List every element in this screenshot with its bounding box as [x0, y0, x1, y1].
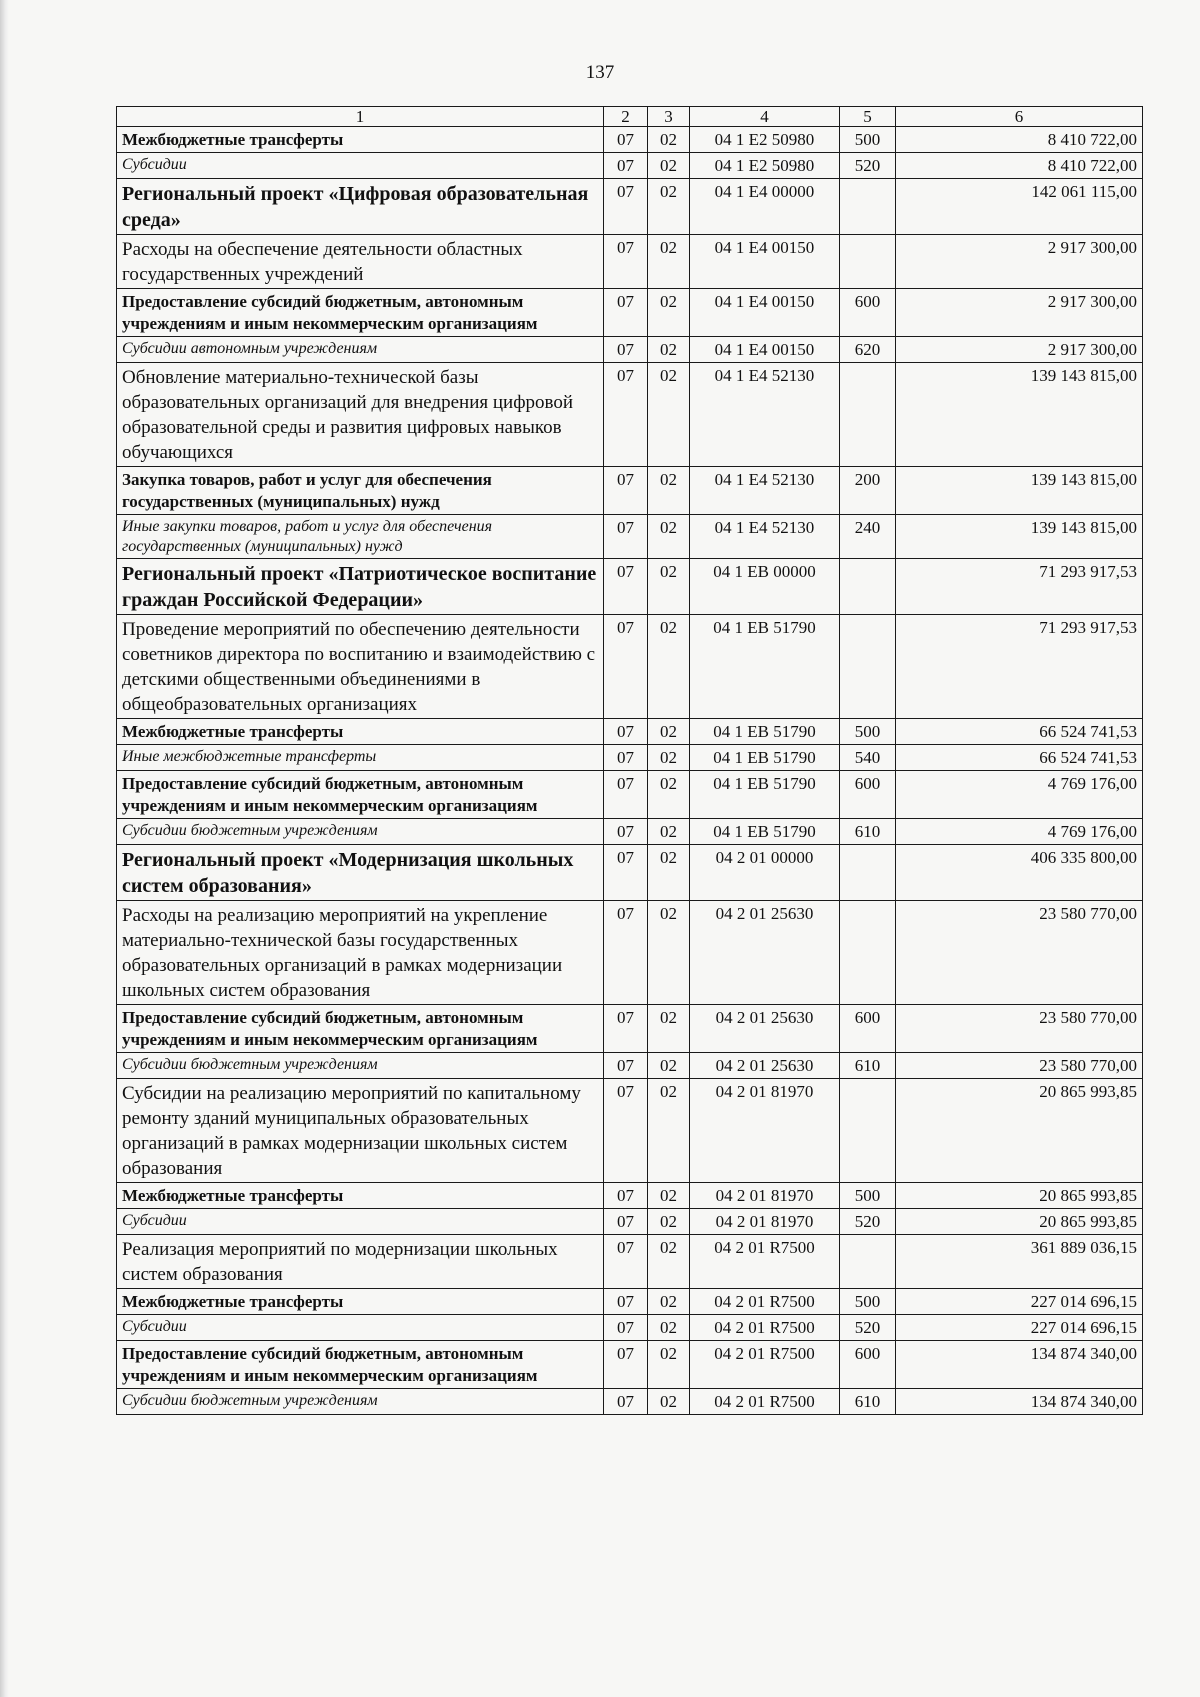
row-target-article-cell: 04 1 EB 51790 [690, 819, 840, 845]
row-expense-type-cell [840, 1079, 896, 1183]
page-number: 137 [585, 62, 615, 83]
row-amount-cell: 4 769 176,00 [896, 819, 1143, 845]
row-target-article-cell: 04 2 01 25630 [690, 1005, 840, 1053]
row-amount-cell: 134 874 340,00 [896, 1389, 1143, 1415]
row-name-cell: Иные закупки товаров, работ и услуг для обеспечения государственных (муниципальных) нужд [117, 515, 604, 559]
row-section-cell: 07 [604, 719, 648, 745]
row-name-cell: Расходы на реализацию мероприятий на укрепление материально-технической базы государственных образовательных организаций в рамках модернизации школьных систем образования [117, 901, 604, 1005]
row-section-cell: 07 [604, 179, 648, 235]
row-section-cell: 07 [604, 1341, 648, 1389]
row-name-cell: Субсидии бюджетным учреждениям [117, 1389, 604, 1415]
table-row [117, 179, 1143, 235]
table-header-row [117, 107, 1143, 127]
row-target-article-cell: 04 1 EB 51790 [690, 615, 840, 719]
row-expense-type-cell: 500 [840, 1289, 896, 1315]
row-section-cell: 07 [604, 845, 648, 901]
table-row [117, 363, 1143, 467]
row-expense-type-cell [840, 901, 896, 1005]
row-expense-type-cell: 540 [840, 745, 896, 771]
row-amount-cell: 139 143 815,00 [896, 515, 1143, 559]
row-target-article-cell: 04 1 EB 51790 [690, 771, 840, 819]
row-expense-type-cell [840, 559, 896, 615]
table-row [117, 1235, 1143, 1289]
row-amount-cell: 66 524 741,53 [896, 745, 1143, 771]
row-expense-type-cell: 520 [840, 1209, 896, 1235]
row-subsection-cell: 02 [648, 1289, 690, 1315]
table-row [117, 1389, 1143, 1415]
row-amount-cell: 71 293 917,53 [896, 615, 1143, 719]
row-name-cell: Предоставление субсидий бюджетным, автономным учреждениям и иным некоммерческим организациям [117, 1005, 604, 1053]
header-col-2: 2 [604, 107, 648, 127]
row-target-article-cell: 04 1 E2 50980 [690, 127, 840, 153]
table-row [117, 819, 1143, 845]
row-amount-cell: 20 865 993,85 [896, 1209, 1143, 1235]
row-subsection-cell: 02 [648, 615, 690, 719]
row-name-cell: Обновление материально-технической базы образовательных организаций для внедрения цифровой образовательной среды и развития цифровых навыков обучающихся [117, 363, 604, 467]
row-target-article-cell: 04 2 01 81970 [690, 1079, 840, 1183]
row-amount-cell: 20 865 993,85 [896, 1183, 1143, 1209]
row-section-cell: 07 [604, 745, 648, 771]
row-amount-cell: 66 524 741,53 [896, 719, 1143, 745]
row-target-article-cell: 04 2 01 81970 [690, 1209, 840, 1235]
row-expense-type-cell: 500 [840, 127, 896, 153]
table-row [117, 1053, 1143, 1079]
table-row [117, 127, 1143, 153]
row-section-cell: 07 [604, 1235, 648, 1289]
row-subsection-cell: 02 [648, 745, 690, 771]
row-amount-cell: 8 410 722,00 [896, 127, 1143, 153]
row-subsection-cell: 02 [648, 819, 690, 845]
row-section-cell: 07 [604, 1289, 648, 1315]
row-name-cell: Региональный проект «Патриотическое воспитание граждан Российской Федерации» [117, 559, 604, 615]
row-name-cell: Закупка товаров, работ и услуг для обеспечения государственных (муниципальных) нужд [117, 467, 604, 515]
row-section-cell: 07 [604, 127, 648, 153]
row-target-article-cell: 04 1 E4 52130 [690, 363, 840, 467]
row-section-cell: 07 [604, 559, 648, 615]
row-amount-cell: 23 580 770,00 [896, 901, 1143, 1005]
row-expense-type-cell: 500 [840, 1183, 896, 1209]
row-subsection-cell: 02 [648, 363, 690, 467]
row-expense-type-cell: 600 [840, 1341, 896, 1389]
row-name-cell: Иные межбюджетные трансферты [117, 745, 604, 771]
budget-table [116, 106, 1143, 1415]
row-section-cell: 07 [604, 153, 648, 179]
row-section-cell: 07 [604, 1315, 648, 1341]
table-row [117, 1209, 1143, 1235]
row-target-article-cell: 04 2 01 00000 [690, 845, 840, 901]
header-col-1: 1 [117, 107, 604, 127]
table-row [117, 515, 1143, 559]
row-expense-type-cell: 520 [840, 1315, 896, 1341]
row-subsection-cell: 02 [648, 1053, 690, 1079]
row-name-cell: Предоставление субсидий бюджетным, автономным учреждениям и иным некоммерческим организациям [117, 1341, 604, 1389]
row-section-cell: 07 [604, 819, 648, 845]
row-name-cell: Реализация мероприятий по модернизации школьных систем образования [117, 1235, 604, 1289]
table-body [117, 127, 1143, 1415]
row-amount-cell: 2 917 300,00 [896, 289, 1143, 337]
row-subsection-cell: 02 [648, 1079, 690, 1183]
table-row [117, 1079, 1143, 1183]
row-expense-type-cell: 600 [840, 289, 896, 337]
row-name-cell: Межбюджетные трансферты [117, 127, 604, 153]
row-expense-type-cell [840, 363, 896, 467]
row-subsection-cell: 02 [648, 1005, 690, 1053]
row-name-cell: Межбюджетные трансферты [117, 1183, 604, 1209]
row-subsection-cell: 02 [648, 515, 690, 559]
row-target-article-cell: 04 1 E4 00000 [690, 179, 840, 235]
table-row [117, 559, 1143, 615]
row-section-cell: 07 [604, 289, 648, 337]
row-expense-type-cell: 600 [840, 771, 896, 819]
table-row [117, 289, 1143, 337]
row-section-cell: 07 [604, 1079, 648, 1183]
row-expense-type-cell [840, 1235, 896, 1289]
header-col-5: 5 [840, 107, 896, 127]
row-section-cell: 07 [604, 515, 648, 559]
row-subsection-cell: 02 [648, 901, 690, 1005]
table-row [117, 1341, 1143, 1389]
table-row [117, 235, 1143, 289]
row-target-article-cell: 04 1 E2 50980 [690, 153, 840, 179]
row-name-cell: Межбюджетные трансферты [117, 1289, 604, 1315]
row-section-cell: 07 [604, 337, 648, 363]
table-row [117, 1289, 1143, 1315]
row-amount-cell: 71 293 917,53 [896, 559, 1143, 615]
row-subsection-cell: 02 [648, 127, 690, 153]
table-row [117, 1315, 1143, 1341]
row-target-article-cell: 04 2 01 R7500 [690, 1341, 840, 1389]
row-target-article-cell: 04 1 EB 51790 [690, 745, 840, 771]
row-name-cell: Субсидии автономным учреждениям [117, 337, 604, 363]
row-expense-type-cell [840, 845, 896, 901]
row-target-article-cell: 04 1 EB 51790 [690, 719, 840, 745]
table-row [117, 745, 1143, 771]
table-row [117, 845, 1143, 901]
row-subsection-cell: 02 [648, 179, 690, 235]
row-amount-cell: 406 335 800,00 [896, 845, 1143, 901]
row-expense-type-cell: 200 [840, 467, 896, 515]
row-target-article-cell: 04 1 E4 00150 [690, 235, 840, 289]
row-subsection-cell: 02 [648, 1315, 690, 1341]
row-amount-cell: 134 874 340,00 [896, 1341, 1143, 1389]
row-subsection-cell: 02 [648, 337, 690, 363]
table-row [117, 337, 1143, 363]
row-subsection-cell: 02 [648, 771, 690, 819]
row-subsection-cell: 02 [648, 1209, 690, 1235]
row-subsection-cell: 02 [648, 559, 690, 615]
row-expense-type-cell: 610 [840, 1053, 896, 1079]
row-name-cell: Субсидии на реализацию мероприятий по капитальному ремонту зданий муниципальных образовательных организаций в рамках модернизации школьных систем образования [117, 1079, 604, 1183]
row-amount-cell: 139 143 815,00 [896, 363, 1143, 467]
row-subsection-cell: 02 [648, 1235, 690, 1289]
row-expense-type-cell [840, 179, 896, 235]
row-name-cell: Расходы на обеспечение деятельности областных государственных учреждений [117, 235, 604, 289]
row-target-article-cell: 04 1 E4 52130 [690, 515, 840, 559]
row-target-article-cell: 04 2 01 25630 [690, 1053, 840, 1079]
row-expense-type-cell: 600 [840, 1005, 896, 1053]
row-target-article-cell: 04 2 01 25630 [690, 901, 840, 1005]
row-name-cell: Субсидии [117, 153, 604, 179]
row-section-cell: 07 [604, 1053, 648, 1079]
table-row [117, 153, 1143, 179]
row-section-cell: 07 [604, 901, 648, 1005]
row-expense-type-cell: 610 [840, 1389, 896, 1415]
row-section-cell: 07 [604, 235, 648, 289]
row-subsection-cell: 02 [648, 1183, 690, 1209]
row-expense-type-cell: 610 [840, 819, 896, 845]
table-row [117, 615, 1143, 719]
row-expense-type-cell: 520 [840, 153, 896, 179]
row-target-article-cell: 04 2 01 R7500 [690, 1235, 840, 1289]
row-amount-cell: 2 917 300,00 [896, 235, 1143, 289]
row-amount-cell: 23 580 770,00 [896, 1005, 1143, 1053]
row-section-cell: 07 [604, 1005, 648, 1053]
row-amount-cell: 20 865 993,85 [896, 1079, 1143, 1183]
row-name-cell: Субсидии [117, 1315, 604, 1341]
table-row [117, 771, 1143, 819]
row-target-article-cell: 04 2 01 R7500 [690, 1315, 840, 1341]
row-target-article-cell: 04 2 01 81970 [690, 1183, 840, 1209]
row-amount-cell: 2 917 300,00 [896, 337, 1143, 363]
row-section-cell: 07 [604, 363, 648, 467]
row-amount-cell: 8 410 722,00 [896, 153, 1143, 179]
row-amount-cell: 227 014 696,15 [896, 1289, 1143, 1315]
row-amount-cell: 227 014 696,15 [896, 1315, 1143, 1341]
scan-edge-shadow [0, 0, 9, 1697]
row-target-article-cell: 04 1 EB 00000 [690, 559, 840, 615]
row-expense-type-cell [840, 235, 896, 289]
row-section-cell: 07 [604, 1183, 648, 1209]
row-target-article-cell: 04 1 E4 00150 [690, 289, 840, 337]
row-target-article-cell: 04 1 E4 00150 [690, 337, 840, 363]
row-section-cell: 07 [604, 771, 648, 819]
table-row [117, 467, 1143, 515]
table-row [117, 1005, 1143, 1053]
row-expense-type-cell: 500 [840, 719, 896, 745]
row-name-cell: Проведение мероприятий по обеспечению деятельности советников директора по воспитанию и взаимодействию с детскими общественными объединениями в общеобразовательных организациях [117, 615, 604, 719]
row-expense-type-cell: 240 [840, 515, 896, 559]
row-amount-cell: 361 889 036,15 [896, 1235, 1143, 1289]
row-section-cell: 07 [604, 467, 648, 515]
table-row [117, 719, 1143, 745]
row-name-cell: Межбюджетные трансферты [117, 719, 604, 745]
row-subsection-cell: 02 [648, 845, 690, 901]
row-name-cell: Субсидии бюджетным учреждениям [117, 1053, 604, 1079]
row-subsection-cell: 02 [648, 1341, 690, 1389]
row-target-article-cell: 04 2 01 R7500 [690, 1289, 840, 1315]
row-amount-cell: 139 143 815,00 [896, 467, 1143, 515]
row-name-cell: Предоставление субсидий бюджетным, автономным учреждениям и иным некоммерческим организациям [117, 771, 604, 819]
row-subsection-cell: 02 [648, 289, 690, 337]
table-row [117, 901, 1143, 1005]
row-section-cell: 07 [604, 1209, 648, 1235]
row-expense-type-cell: 620 [840, 337, 896, 363]
table-row [117, 1183, 1143, 1209]
row-subsection-cell: 02 [648, 235, 690, 289]
header-col-4: 4 [690, 107, 840, 127]
row-name-cell: Субсидии бюджетным учреждениям [117, 819, 604, 845]
row-name-cell: Региональный проект «Цифровая образовательная среда» [117, 179, 604, 235]
row-target-article-cell: 04 2 01 R7500 [690, 1389, 840, 1415]
row-name-cell: Предоставление субсидий бюджетным, автономным учреждениям и иным некоммерческим организациям [117, 289, 604, 337]
row-target-article-cell: 04 1 E4 52130 [690, 467, 840, 515]
row-subsection-cell: 02 [648, 467, 690, 515]
row-name-cell: Региональный проект «Модернизация школьных систем образования» [117, 845, 604, 901]
row-section-cell: 07 [604, 615, 648, 719]
row-subsection-cell: 02 [648, 1389, 690, 1415]
row-subsection-cell: 02 [648, 153, 690, 179]
row-section-cell: 07 [604, 1389, 648, 1415]
header-col-6: 6 [896, 107, 1143, 127]
header-col-3: 3 [648, 107, 690, 127]
row-amount-cell: 142 061 115,00 [896, 179, 1143, 235]
row-amount-cell: 23 580 770,00 [896, 1053, 1143, 1079]
row-name-cell: Субсидии [117, 1209, 604, 1235]
row-expense-type-cell [840, 615, 896, 719]
row-amount-cell: 4 769 176,00 [896, 771, 1143, 819]
row-subsection-cell: 02 [648, 719, 690, 745]
